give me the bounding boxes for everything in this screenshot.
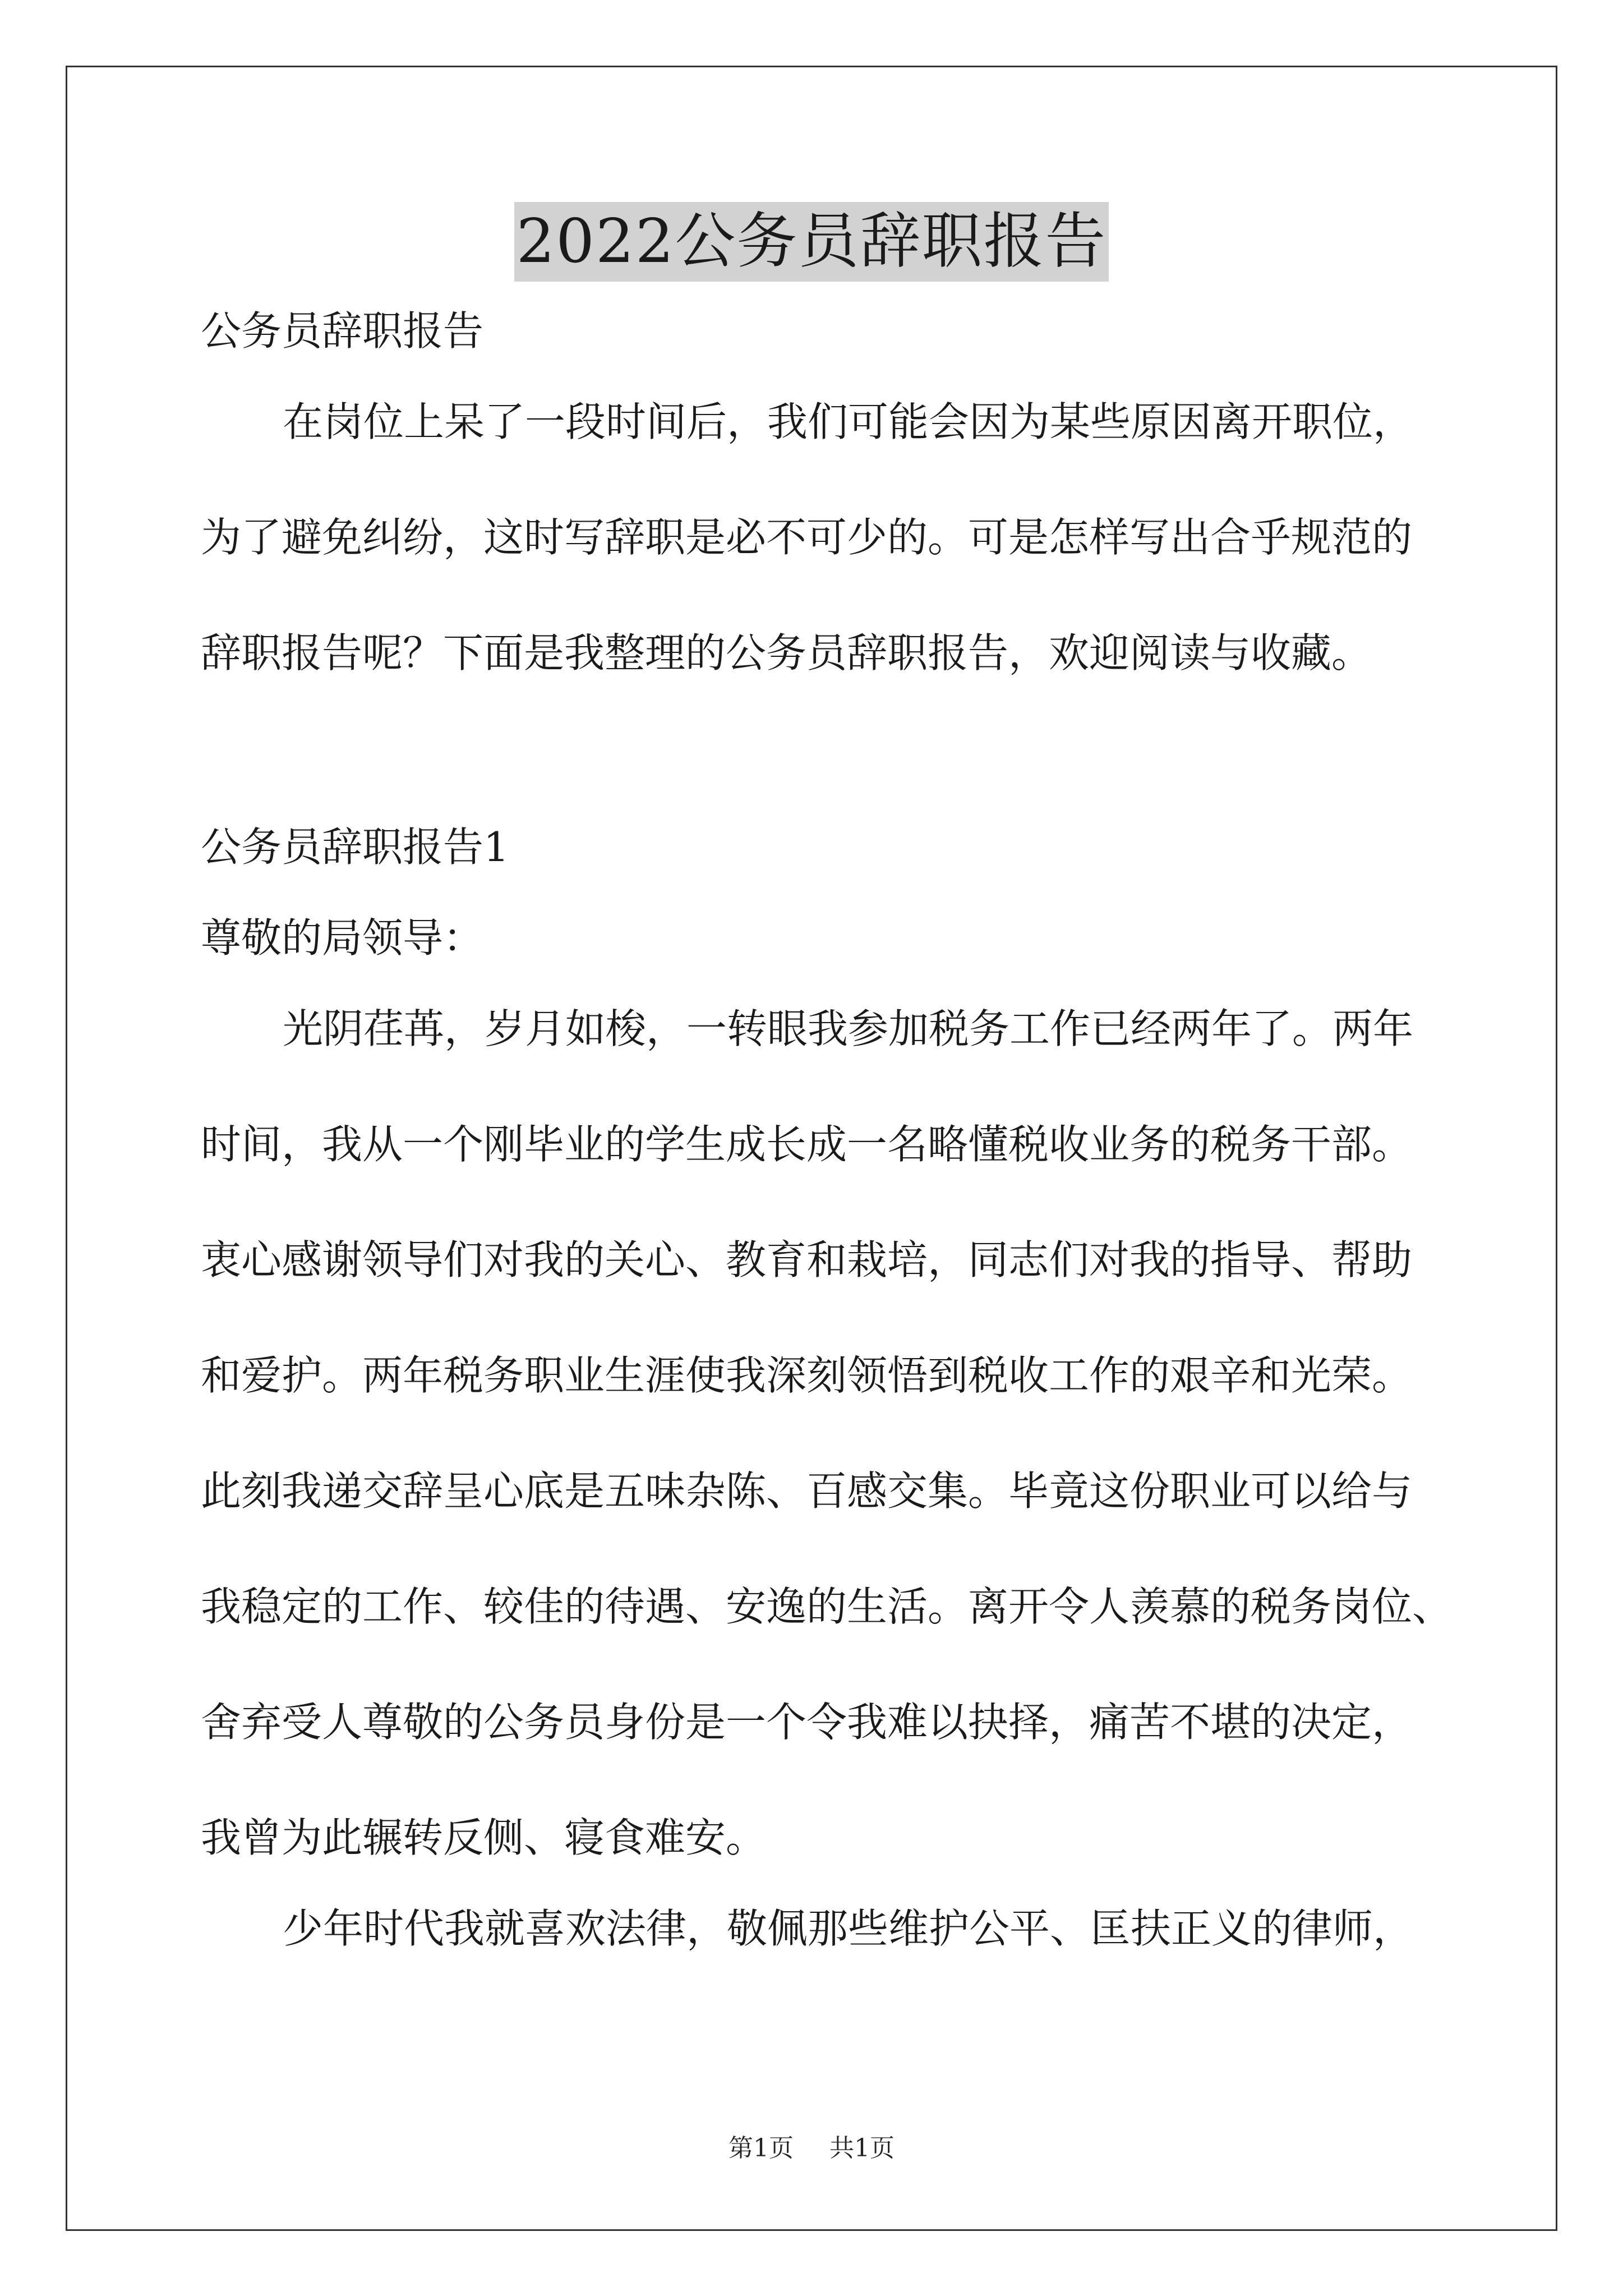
body-line: 时间，我从一个刚毕业的学生成长成一名略懂税收业务的税务干部。 — [201, 1121, 1413, 1168]
body-line: 舍弃受人尊敬的公务员身份是一个令我难以抉择，痛苦不堪的决定， — [201, 1699, 1413, 1746]
document-title: 2022公务员辞职报告 — [514, 202, 1109, 282]
body-line: 和爱护。两年税务职业生涯使我深刻领悟到税收工作的艰辛和光荣。 — [201, 1352, 1413, 1399]
document-body — [201, 303, 1468, 1957]
intro-paragraph — [201, 394, 1468, 681]
title-container — [0, 202, 1623, 282]
body-line: 衷心感谢领导们对我的关心、教育和栽培，同志们对我的指导、帮助 — [201, 1236, 1413, 1283]
body-paragraph — [201, 1001, 1468, 1866]
document-subtitle: 公务员辞职报告 — [201, 307, 484, 355]
body-line: 少年时代我就喜欢法律，敬佩那些维护公平、匡扶正义的律师， — [283, 1905, 1414, 1952]
page-footer — [0, 2132, 1623, 2165]
body-line: 此刻我递交辞呈心底是五味杂陈、百感交集。毕竟这份职业可以给与 — [201, 1467, 1413, 1515]
page-total: 共1页 — [829, 2134, 895, 2162]
intro-line: 辞职报告呢？下面是我整理的公务员辞职报告，欢迎阅读与收藏。 — [201, 629, 1372, 677]
next-paragraph — [201, 1901, 1468, 1957]
intro-line: 为了避免纠纷，这时写辞职是必不可少的。可是怎样写出合乎规范的 — [201, 514, 1413, 561]
body-line: 光阴荏苒，岁月如梭，一转眼我参加税务工作已经两年了。两年 — [283, 1005, 1414, 1052]
salutation: 尊敬的局领导： — [201, 914, 484, 961]
intro-line: 在岗位上呆了一段时间后，我们可能会因为某些原因离开职位， — [283, 398, 1414, 445]
body-line: 我曾为此辗转反侧、寝食难安。 — [201, 1814, 767, 1861]
page-number: 第1页 — [728, 2134, 794, 2162]
section-title: 公务员辞职报告1 — [201, 823, 509, 871]
body-line: 我稳定的工作、较佳的待遇、安逸的生活。离开令人羡慕的税务岗位、 — [201, 1583, 1453, 1630]
